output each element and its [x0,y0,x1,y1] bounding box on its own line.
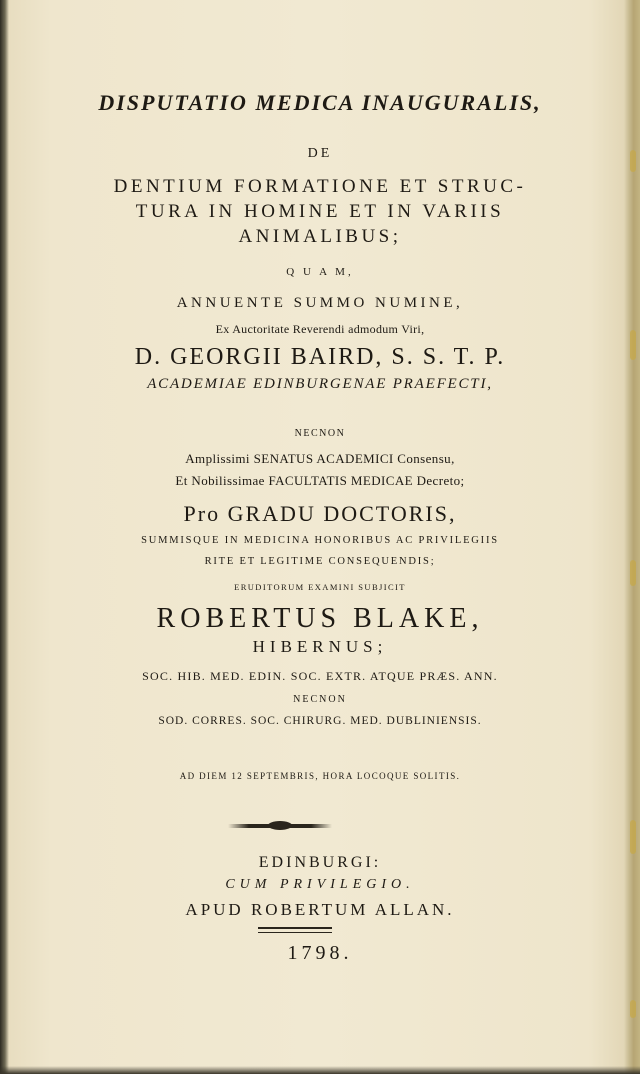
subtitle-de: DE [307,146,333,161]
senatus-line: Amplissimi SENATUS ACADEMICI Consensu, [185,451,455,466]
imprint-privilege: CUM PRIVILEGIO. [225,877,415,892]
necnon-line: NECNON [294,428,346,439]
author-origin: HIBERNUS; [252,637,388,656]
divider-rule [258,932,332,933]
subject-line-3: ANIMALIBUS; [238,226,402,247]
consequendis-line: RITE ET LEGITIME CONSEQUENDIS; [204,556,436,567]
quam-line: Q U A M, [286,266,354,278]
necnon-line-2: NECNON [293,694,347,705]
annuente-line: ANNUENTE SUMMO NUMINE, [176,295,464,311]
society-line: SOC. HIB. MED. EDIN. SOC. EXTR. ATQUE PRÆS. ANN. [142,669,498,683]
degree-line: Pro GRADU DOCTORIS, [183,501,457,526]
subject-line-1: DENTIUM FORMATIONE ET STRUC- [113,176,527,197]
principal-name: D. GEORGII BAIRD, S. S. T. P. [134,344,506,370]
honoribus-line: SUMMISQUE IN MEDICINA HONORIBUS AC PRIVILEGIIS [141,535,499,546]
corres-line: SOD. CORRES. SOC. CHIRURG. MED. DUBLINIENSIS. [158,715,482,727]
auctoritate-line: Ex Auctoritate Reverendi admodum Viri, [215,322,425,336]
main-title: DISPUTATIO MEDICA INAUGURALIS, [98,90,542,115]
divider-rule [258,927,332,929]
facultatis-line: Et Nobilissimae FACULTATIS MEDICAE Decreto; [175,473,465,488]
imprint-city: EDINBURGI: [258,854,382,871]
publication-year: 1798. [287,942,353,964]
bottom-shadow [0,1066,640,1074]
author-name: ROBERTUS BLAKE, [156,603,484,634]
date-line: AD DIEM 12 SEPTEMBRIS, HORA LOCOQUE SOLITIS. [179,771,461,781]
imprint-printer: APUD ROBERTUM ALLAN. [185,900,455,919]
subject-line-2: TURA IN HOMINE ET IN VARIIS [135,201,505,222]
edge-stain [630,820,636,854]
ornament-center [268,821,292,830]
subjicit-line: ERUDITORUM EXAMINI SUBJICIT [234,582,406,592]
edge-stain [630,1000,636,1018]
academy-line: ACADEMIAE EDINBURGENAE PRAEFECTI, [147,376,493,392]
